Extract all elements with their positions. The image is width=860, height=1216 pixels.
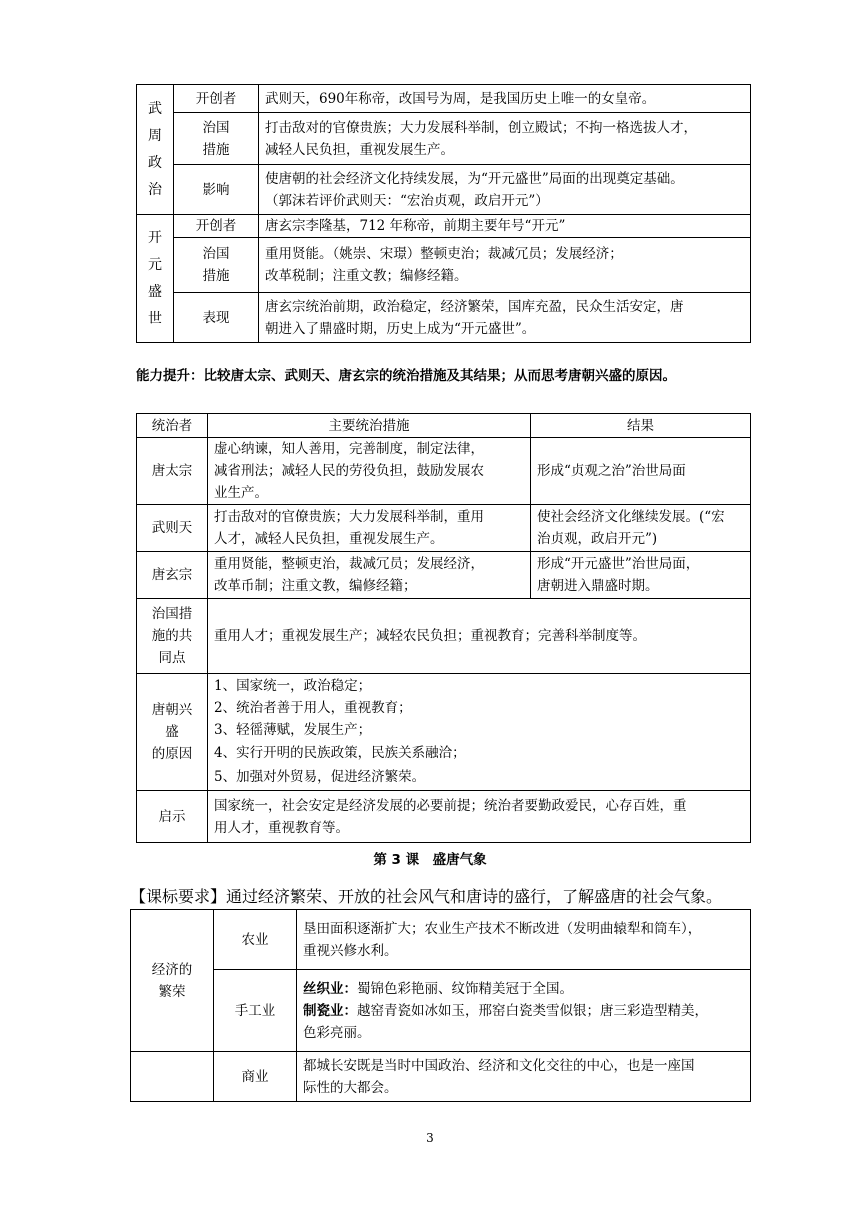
silk-text: 蜀锦色彩艳丽、纹饰精美冠于全国。 [357,980,573,997]
reason-item: 1、国家统一，政治稳定； [214,678,372,694]
craft-text [297,970,751,1052]
reason-item: 3、轻徭薄赋，发展生产； [214,722,372,738]
ruler-result: 形成“贞观之治”治世局面 [531,438,751,505]
wuzhou-label: 武 周 政 治 [137,85,174,215]
ruler-name: 武则天 [137,505,208,552]
craft-label: 手工业 [214,970,297,1052]
row-text: 重用贤能。（姚崇、宋璟）整顿吏治；裁减冗员；发展经济； 改革税制；注重文教；编修经籍。 [259,238,751,293]
header-measures: 主要统治措施 [208,414,531,438]
ruler-name: 唐太宗 [137,438,208,505]
reasons-label: 唐朝兴 盛 的原因 [137,674,208,791]
ruler-measures: 虚心纳谏，知人善用，完善制度，制定法律， 减省刑法；减轻人民的劳役负担，鼓励发展农 业生产。 [208,438,531,505]
wuzhou-kaiyuan-table [136,84,751,343]
ruler-name: 唐玄宗 [137,552,208,599]
row-label: 表现 [174,293,259,343]
header-ruler: 统治者 [137,414,208,438]
kaiyuan-label: 开 元 盛 世 [137,215,174,343]
ruler-measures: 重用贤能，整顿吏治，裁减冗员；发展经济， 改革币制；注重文教，编修经籍； [208,552,531,599]
porcelain-key: 制瓷业： [303,1002,357,1019]
ruler-result: 使社会经济文化继续发展。(“宏 治贞观，政启开元”) [531,505,751,552]
lesson-title: 第 3 课 盛唐气象 [373,852,487,868]
row-label: 开创者 [174,85,259,113]
common-label: 治国措 施的共 同点 [137,599,208,674]
curriculum-requirement: 【课标要求】通过经济繁荣、开放的社会风气和唐诗的盛行，了解盛唐的社会气象。 [130,887,723,906]
reason-item: 5、加强对外贸易，促进经济繁荣。 [214,769,426,785]
row-label: 影响 [174,165,259,215]
row-label: 治国 措施 [174,113,259,165]
common-text: 重用人才；重视发展生产；减轻农民负担；重视教育；完善科举制度等。 [208,599,751,674]
row-label: 开创者 [174,215,259,238]
econ-blank [131,1052,214,1102]
insight-label: 启示 [137,791,208,843]
rulers-comparison-table [136,413,751,843]
header-result: 结果 [531,414,751,438]
row-text: 武则天，690年称帝，改国号为周，是我国历史上唯一的女皇帝。 [259,85,751,113]
insight-text: 国家统一，社会安定是经济发展的必要前提；统治者要勤政爱民，心存百姓，重 用人才，重视教育等。 [208,791,751,843]
agri-text: 垦田面积逐渐扩大；农业生产技术不断改进（发明曲辕犁和筒车）， 重视兴修水利。 [297,910,751,970]
agri-label: 农业 [214,910,297,970]
porcelain-text: 越窑青瓷如冰如玉，邢窑白瓷类雪似银；唐三彩造型精美， 色彩亮丽。 [303,1002,708,1041]
page-number: 3 [426,1131,434,1145]
row-text: 打击敌对的官僚贵族；大力发展科举制，创立殿试；不拘一格选拔人才， 减轻人民负担，重视发展生产。 [259,113,751,165]
economy-table [130,909,751,1102]
reason-item: 4、实行开明的民族政策，民族关系融洽； [214,745,466,761]
row-label: 治国 措施 [174,238,259,293]
row-text: 唐玄宗李隆基，712 年称帝，前期主要年号“开元” [259,215,751,238]
row-text: 使唐朝的社会经济文化持续发展，为“开元盛世”局面的出现奠定基础。 （郭沫若评价武则天：“宏治贞观，政启开元”） [259,165,751,215]
reasons-list [208,674,751,791]
ability-prompt: 能力提升：比较唐太宗、武则天、唐玄宗的统治措施及其结果；从而思考唐朝兴盛的原因。 [136,368,676,384]
silk-key: 丝织业： [303,980,357,997]
ruler-measures: 打击敌对的官僚贵族；大力发展科举制，重用 人才，减轻人民负担，重视发展生产。 [208,505,531,552]
econ-label: 经济的 繁荣 [131,910,214,1052]
commerce-text: 都城长安既是当时中国政治、经济和文化交往的中心，也是一座国 际性的大都会。 [297,1052,751,1102]
reason-item: 2、统治者善于用人，重视教育； [214,700,412,716]
ruler-result: 形成“开元盛世”治世局面， 唐朝进入鼎盛时期。 [531,552,751,599]
row-text: 唐玄宗统治前期，政治稳定，经济繁荣，国库充盈，民众生活安定，唐 朝进入了鼎盛时期，历史上成为“开元盛世”。 [259,293,751,343]
commerce-label: 商业 [214,1052,297,1102]
